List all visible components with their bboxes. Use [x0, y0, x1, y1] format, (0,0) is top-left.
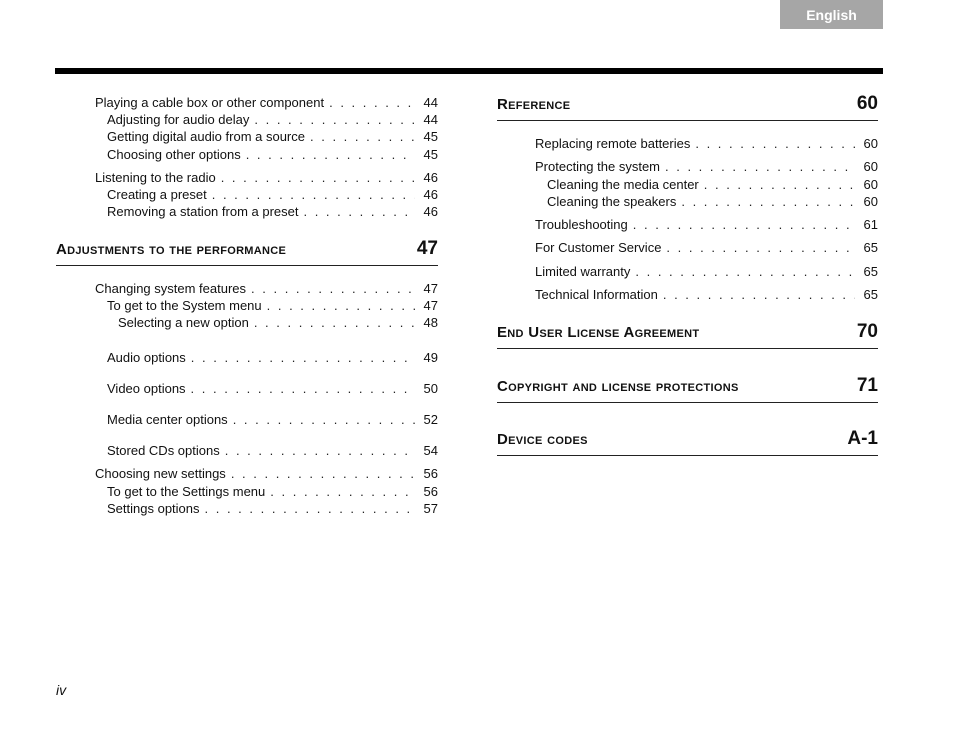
section-heading-page: A-1: [847, 428, 878, 449]
toc-entry-page: 50: [423, 381, 438, 396]
section-heading-copyright[interactable]: [497, 375, 878, 403]
toc-entry-page: 44: [423, 95, 438, 110]
toc-entry-label: For Customer Service: [535, 240, 662, 255]
toc-entry-label: Troubleshooting: [535, 217, 628, 232]
toc-entry[interactable]: [95, 466, 438, 482]
toc-entry-label: Protecting the system: [535, 159, 660, 174]
toc-entry-page: 60: [863, 159, 878, 174]
toc-entry-page: 48: [423, 315, 438, 330]
toc-entry[interactable]: [535, 136, 878, 152]
leader-dots: [221, 170, 415, 186]
toc-entry-label: Stored CDs options: [107, 443, 220, 458]
leader-dots: [303, 204, 415, 220]
toc-entry-label: Media center options: [107, 412, 228, 427]
toc-entry[interactable]: [535, 217, 878, 233]
toc-entry-page: 56: [423, 484, 438, 499]
toc-entry-page: 47: [423, 281, 438, 296]
toc-entry-label: Listening to the radio: [95, 170, 216, 185]
toc-entry[interactable]: [118, 315, 438, 331]
page-number: iv: [56, 682, 67, 698]
leader-dots: [704, 177, 855, 193]
leader-dots: [233, 412, 415, 428]
section-heading-title: Copyright and license protections: [497, 378, 739, 395]
leader-dots: [251, 281, 415, 297]
toc-entry[interactable]: [107, 501, 438, 517]
toc-entry-label: Selecting a new option: [118, 315, 249, 330]
toc-entry-label: Adjusting for audio delay: [107, 112, 250, 127]
toc-entry-page: 60: [863, 194, 878, 209]
toc-entry-label: Changing system features: [95, 281, 247, 296]
toc-entry-label: Getting digital audio from a source: [107, 129, 305, 144]
section-heading-eula[interactable]: [497, 321, 878, 349]
section-heading-page: 71: [856, 375, 878, 396]
section-heading-title: Reference: [497, 96, 571, 113]
leader-dots: [205, 501, 415, 517]
toc-entry-page: 56: [423, 466, 438, 481]
section-heading-adjustments[interactable]: [56, 238, 438, 266]
toc-entry[interactable]: [107, 412, 438, 428]
leader-dots: [681, 194, 855, 210]
toc-entry-page: 60: [863, 177, 878, 192]
toc-entry[interactable]: [107, 147, 438, 163]
toc-entry-page: 57: [423, 501, 438, 516]
toc-entry[interactable]: [535, 264, 878, 280]
toc-entry[interactable]: [95, 95, 438, 111]
toc-entry-page: 45: [423, 129, 438, 144]
toc-entry-page: 46: [423, 170, 438, 185]
toc-entry-label: Cleaning the media center: [547, 177, 699, 192]
leader-dots: [666, 240, 855, 256]
toc-entry-label: Removing a station from a preset: [107, 204, 299, 219]
leader-dots: [665, 159, 855, 175]
section-heading-device-codes[interactable]: [497, 428, 878, 456]
toc-entry[interactable]: [107, 381, 438, 397]
toc-entry-page: 45: [423, 147, 438, 162]
leader-dots: [254, 315, 415, 331]
leader-dots: [695, 136, 855, 152]
toc-entry[interactable]: [535, 287, 878, 303]
leader-dots: [633, 217, 855, 233]
leader-dots: [310, 129, 415, 145]
leader-dots: [225, 443, 415, 459]
toc-entry[interactable]: [107, 443, 438, 459]
toc-entry-page: 65: [863, 240, 878, 255]
toc-entry-label: Settings options: [107, 501, 200, 516]
toc-entry[interactable]: [107, 204, 438, 220]
toc-entry-label: Playing a cable box or other component: [95, 95, 325, 110]
toc-entry[interactable]: [547, 177, 878, 193]
toc-entry-label: Creating a preset: [107, 187, 207, 202]
leader-dots: [191, 350, 415, 366]
toc-entry-page: 49: [423, 350, 438, 365]
section-heading-page: 70: [856, 321, 878, 342]
leader-dots: [635, 264, 855, 280]
toc-entry-page: 47: [423, 298, 438, 313]
section-heading-title: Adjustments to the performance: [56, 241, 287, 258]
toc-entry[interactable]: [95, 281, 438, 297]
toc-entry[interactable]: [107, 112, 438, 128]
toc-entry-page: 46: [423, 204, 438, 219]
toc-entry-page: 60: [863, 136, 878, 151]
toc-entry-label: Audio options: [107, 350, 186, 365]
toc-entry-page: 65: [863, 264, 878, 279]
section-heading-page: 47: [416, 238, 438, 259]
toc-entry-page: 46: [423, 187, 438, 202]
toc-entry-page: 54: [423, 443, 438, 458]
header-rule: [55, 68, 883, 74]
toc-entry-page: 44: [423, 112, 438, 127]
leader-dots: [254, 112, 415, 128]
toc-entry[interactable]: [107, 350, 438, 366]
toc-entry-label: Choosing other options: [107, 147, 241, 162]
toc-entry[interactable]: [535, 240, 878, 256]
leader-dots: [231, 466, 415, 482]
leader-dots: [663, 287, 855, 303]
toc-entry-label: Technical Information: [535, 287, 658, 302]
leader-dots: [246, 147, 415, 163]
section-heading-reference[interactable]: [497, 93, 878, 121]
section-heading-title: End User License Agreement: [497, 324, 700, 341]
toc-entry-label: Choosing new settings: [95, 466, 226, 481]
section-heading-page: 60: [856, 93, 878, 114]
leader-dots: [212, 187, 415, 203]
leader-dots: [329, 95, 415, 111]
toc-entry-page: 52: [423, 412, 438, 427]
toc-entry-label: To get to the Settings menu: [107, 484, 266, 499]
leader-dots: [267, 298, 415, 314]
leader-dots: [270, 484, 415, 500]
toc-entry[interactable]: [107, 187, 438, 203]
toc-entry-page: 65: [863, 287, 878, 302]
leader-dots: [191, 381, 415, 397]
toc-entry-label: Limited warranty: [535, 264, 631, 279]
toc-entry-label: Video options: [107, 381, 186, 396]
toc-entry-page: 61: [863, 217, 878, 232]
toc-entry[interactable]: [535, 159, 878, 175]
toc-entry-label: Replacing remote batteries: [535, 136, 691, 151]
toc-entry[interactable]: [547, 194, 878, 210]
toc-entry[interactable]: [107, 129, 438, 145]
language-tab[interactable]: English: [780, 0, 883, 29]
toc-entry[interactable]: [107, 484, 438, 500]
toc-entry[interactable]: [107, 298, 438, 314]
toc-entry-label: Cleaning the speakers: [547, 194, 677, 209]
toc-entry-label: To get to the System menu: [107, 298, 262, 313]
toc-entry[interactable]: [95, 170, 438, 186]
section-heading-title: Device codes: [497, 431, 588, 448]
